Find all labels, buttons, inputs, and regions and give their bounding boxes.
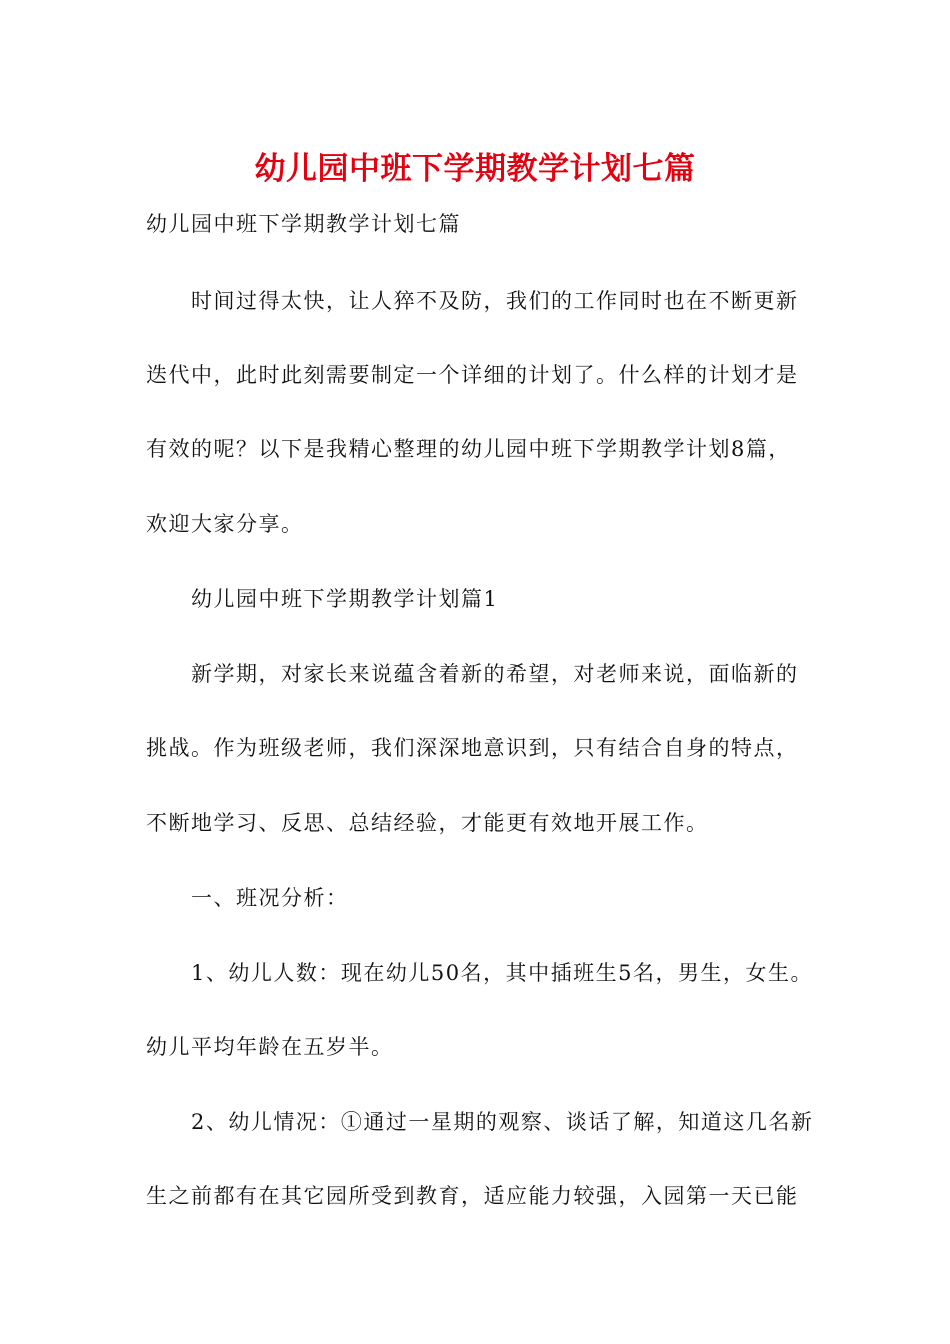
paragraph-line: 2、幼儿情况：①通过一星期的观察、谈话了解，知道这几名新 [191, 1110, 814, 1134]
paragraph-line: 新学期，对家长来说蕴含着新的希望，对老师来说，面临新的 [191, 662, 799, 686]
paragraph-line: 生之前都有在其它园所受到教育，适应能力较强，入园第一天已能 [146, 1184, 799, 1208]
paragraph-line: 欢迎大家分享。 [146, 512, 304, 536]
section-heading: 幼儿园中班下学期教学计划篇1 [191, 587, 499, 611]
section-heading: 一、班况分析： [191, 886, 349, 910]
paragraph-line: 时间过得太快，让人猝不及防，我们的工作同时也在不断更新 [191, 289, 799, 313]
paragraph-line: 幼儿平均年龄在五岁半。 [146, 1035, 394, 1059]
subtitle-line: 幼儿园中班下学期教学计划七篇 [146, 212, 461, 236]
document-title: 幼儿园中班下学期教学计划七篇 [254, 151, 696, 187]
paragraph-line: 挑战。作为班级老师，我们深深地意识到，只有结合自身的特点， [146, 736, 799, 760]
paragraph-line: 迭代中，此时此刻需要制定一个详细的计划了。什么样的计划才是 [146, 363, 799, 387]
paragraph-line: 不断地学习、反思、总结经验，才能更有效地开展工作。 [146, 811, 709, 835]
paragraph-line: 有效的呢？以下是我精心整理的幼儿园中班下学期教学计划8篇， [146, 437, 791, 461]
paragraph-line: 1、幼儿人数：现在幼儿50名，其中插班生5名，男生，女生。 [191, 961, 813, 985]
